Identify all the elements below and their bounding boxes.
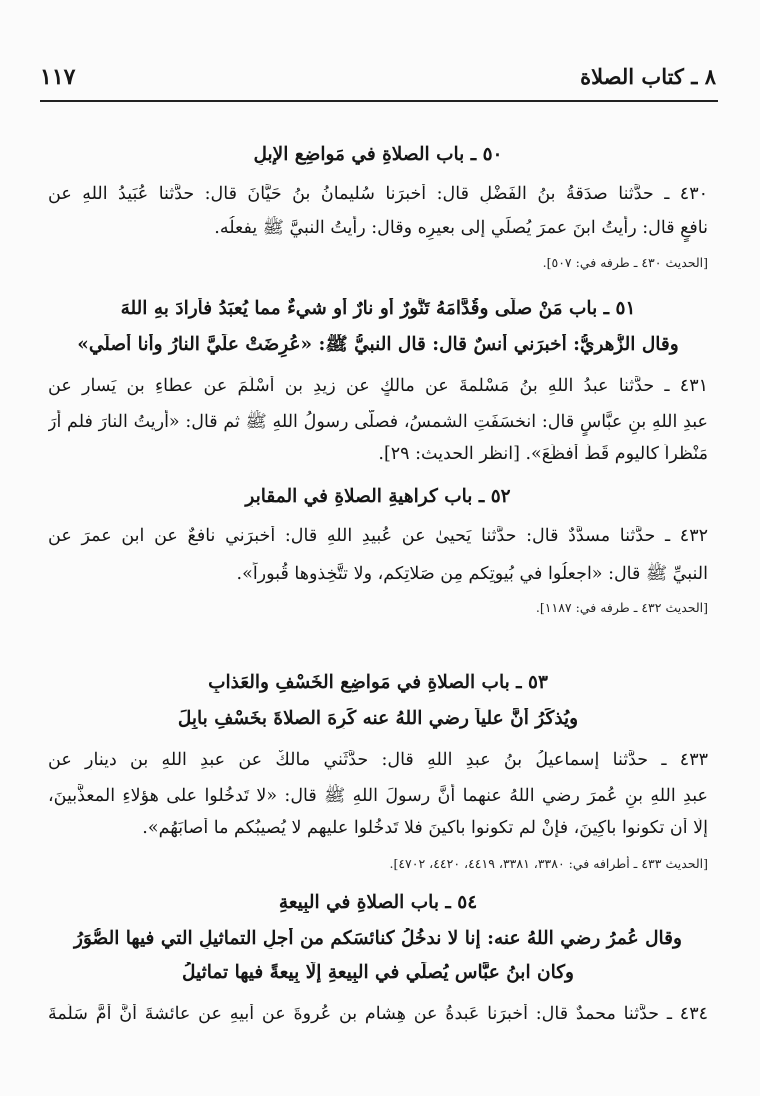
chapter-54-title: ٥٤ ـ باب الصلاةِ في البِيعةِ (278, 892, 478, 913)
hadith-431-line-3: مَنْظراً كاليومِ قَطُّ أفظَعَ». [انظر الحديث: ٢٩]. (378, 444, 708, 464)
hadith-430-ref: [الحديث ٤٣٠ ـ طرفه في: ٥٠٧]. (542, 255, 708, 270)
chapter-54-subtitle-1: وقال عُمرُ رضي اللهُ عنه: إنا لا ندخُلُ كنائسَكم من أجلِ التماثيلِ التي فيها الصُّوَرُ (74, 928, 682, 949)
hadith-431-line-2: عبدِ اللهِ بنِ عبَّاسٍ قال: انخسَفَتِ الشمسُ، فصلَّى رسولُ اللهِ ﷺ ثم قال: «أُريتُ النارَ فلم أرَ (48, 412, 708, 432)
chapter-51-title: ٥١ ـ باب مَنْ صلَّى وقُدَّامَهُ تَنُّورٌ أو نارٌ أو شيءٌ مما يُعبَدُ فأرادَ بهِ اللهَ (120, 298, 636, 319)
chapter-54-subtitle-2: وكان ابنُ عبَّاسٍ يُصلِّي في البِيعةِ إلَّا بِيعةً فيها تماثيلُ (181, 962, 574, 983)
hadith-433-line-2: عبدِ اللهِ بنِ عُمرَ رضي اللهُ عنهما أنَّ رسولَ اللهِ ﷺ قال: «لا تَدخُلوا على هؤلاءِ المعذَّبينَ، (48, 786, 708, 806)
hadith-430-line-2: نافعٍ قال: رأيتُ ابنَ عمرَ يُصلِّي إلى بعيرِه وقال: رأيتُ النبيَّ ﷺ يفعلُه. (214, 218, 708, 238)
page-header (40, 64, 716, 92)
hadith-431-line-1: ٤٣١ ـ حدَّثنا عبدُ اللهِ بنُ مَسْلمةَ عن مالكٍ عن زيدِ بنِ أَسْلَمَ عن عطاءِ بنِ يَسارٍ عن (48, 376, 708, 396)
hadith-432-line-1: ٤٣٢ ـ حدَّثنا مسدَّدٌ قال: حدَّثنا يَحيىٰ عن عُبيدِ اللهِ قال: أخبرَني نافعٌ عنِ ابنِ عمرَ عنِ (48, 526, 708, 546)
chapter-51-subtitle: وقال الزُّهريُّ: أخبرَني أنسٌ قال: قال النبيُّ ﷺ: «عُرِضَتْ علَيَّ النارُ وأنا أُصلِّي» (77, 334, 679, 355)
chapter-50-title: ٥٠ ـ باب الصلاةِ في مَواضِعِ الإبلِ (253, 144, 503, 165)
chapter-53-title: ٥٣ ـ باب الصلاةِ في مَواضِعِ الخَسْفِ والعَذابِ (208, 672, 548, 693)
running-title: ٨ ـ كتاب الصلاة (580, 64, 716, 89)
hadith-430-line-1: ٤٣٠ ـ حدَّثنا صدَقةُ بنُ الفَضْلِ قال: أخبرَنا سُليمانُ بنُ حَيَّانَ قال: حدَّثنا عُبَيدُ اللهِ عن (48, 184, 708, 204)
chapter-52-title: ٥٢ ـ باب كراهيةِ الصلاةِ في المقابرِ (245, 486, 511, 507)
hadith-433-ref: [الحديث ٤٣٣ ـ أطرافه في: ٣٣٨٠، ٣٣٨١، ٤٤١٩، ٤٤٢٠، ٤٧٠٢]. (389, 856, 708, 871)
hadith-432-ref: [الحديث ٤٣٢ ـ طرفه في: ١١٨٧]. (535, 600, 708, 615)
header-rule (40, 100, 718, 102)
page-number: ١١٧ (40, 64, 76, 90)
hadith-434-line-1: ٤٣٤ ـ حدَّثنا محمدٌ قال: أخبرَنا عَبدةُ عن هِشامِ بنِ عُروةَ عن أبيهِ عن عائشةَ أنَّ أُمَّ سَلَمةَ (48, 1004, 708, 1024)
chapter-53-subtitle: ويُذكَرُ أنَّ علياً رضي اللهُ عنه كَرِهَ الصلاةَ بخَسْفِ بابِلَ (177, 708, 579, 729)
hadith-433-line-1: ٤٣٣ ـ حدَّثنا إسماعيلُ بنُ عبدِ اللهِ قال: حدَّثَني مالكٌ عن عبدِ اللهِ بنِ دينارٍ عن (48, 750, 708, 770)
hadith-432-line-2: النبيِّ ﷺ قال: «اجعلُوا في بُيوتِكم مِن صَلاتِكم، ولا تتَّخِذوها قُبوراً». (236, 564, 708, 584)
hadith-433-line-3: إلَّا أن تكونوا باكِينَ، فإنْ لم تكونوا باكينَ فلا تَدخُلوا عليهم لا يُصيبُكم ما أصابَهُم». (142, 818, 708, 838)
